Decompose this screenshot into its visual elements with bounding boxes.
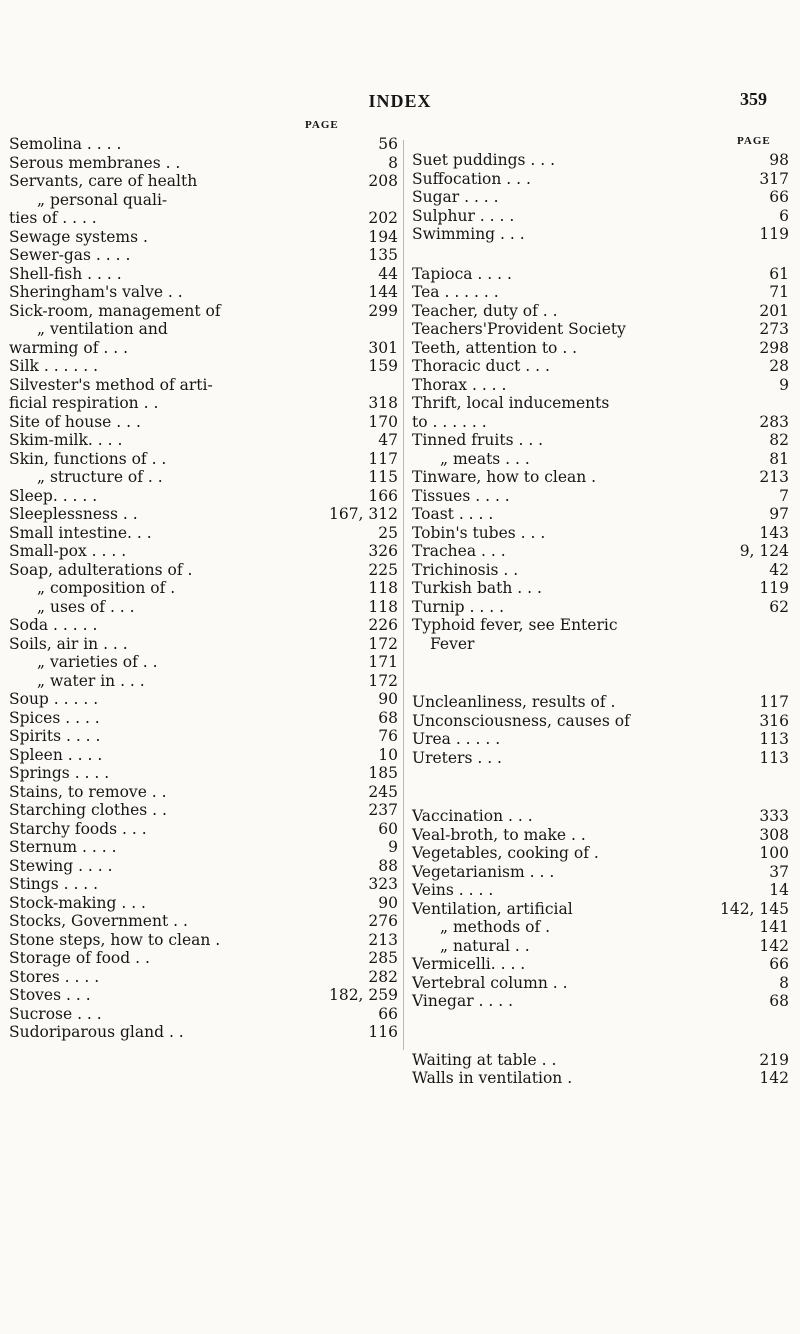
index-term: Tinware, how to clean . <box>412 468 597 486</box>
index-page-ref: 273 <box>759 320 789 338</box>
index-page-ref: 47 <box>378 431 398 449</box>
index-page-ref: 66 <box>769 955 789 973</box>
index-page-ref: 98 <box>769 151 789 169</box>
index-entry <box>9 968 398 987</box>
index-term: Trichinosis . . <box>412 560 519 579</box>
index-page-ref: 299 <box>368 301 398 320</box>
index-entry <box>9 320 398 339</box>
index-entry <box>9 579 398 598</box>
index-entry <box>412 992 789 1011</box>
index-entry <box>9 875 398 894</box>
index-entry <box>9 154 398 173</box>
index-term: Stores . . . . <box>9 967 100 986</box>
index-page-ref: 100 <box>759 844 789 862</box>
index-term: Tissues . . . . <box>412 486 510 505</box>
index-entry <box>412 730 789 749</box>
index-term: Toast . . . . <box>412 505 494 523</box>
index-entry <box>412 357 789 376</box>
index-entry <box>412 151 789 170</box>
index-entry <box>9 709 398 728</box>
index-page-ref: 237 <box>368 801 398 819</box>
index-term: Vinegar . . . . <box>412 992 514 1010</box>
index-entry <box>9 450 398 469</box>
index-entry <box>9 1023 398 1042</box>
index-page-ref: 62 <box>769 597 789 616</box>
index-page-ref: 142 <box>759 1069 789 1087</box>
index-term: Thoracic duct . . . <box>412 357 550 375</box>
index-entry <box>412 900 789 919</box>
index-term: Vegetables, cooking of . <box>412 844 599 862</box>
left-index-column <box>9 135 398 1042</box>
index-term: Stings . . . . <box>9 875 99 893</box>
index-term: Waiting at table . . <box>412 1050 557 1069</box>
index-entry <box>9 616 398 635</box>
index-entry <box>9 172 398 191</box>
index-entry <box>9 246 398 265</box>
index-term: „ methods of . <box>440 918 551 936</box>
index-term: Teachers'Provident Society <box>412 320 626 338</box>
index-term: Teeth, attention to . . <box>412 338 578 357</box>
index-entry <box>9 376 398 395</box>
index-page-ref: 61 <box>769 264 789 283</box>
index-entry <box>412 468 789 487</box>
index-entry <box>9 283 398 302</box>
index-term: Springs . . . . <box>9 764 110 782</box>
index-term: Soup . . . . . <box>9 690 99 708</box>
index-entry <box>412 918 789 937</box>
index-page-ref: 117 <box>759 693 789 711</box>
index-entry <box>9 413 398 432</box>
index-term: Skim-milk. . . . <box>9 431 123 449</box>
index-entry <box>9 635 398 654</box>
index-term: Sewer-gas . . . . <box>9 246 131 264</box>
group-spacer <box>412 653 789 693</box>
index-entry <box>9 931 398 950</box>
index-term: Vertebral column . . <box>412 973 568 992</box>
index-page-ref: 37 <box>769 862 789 881</box>
index-term: Skin, functions of . . <box>9 449 167 468</box>
index-entry <box>9 653 398 672</box>
index-term: to . . . . . . <box>412 412 487 431</box>
index-term: Fever <box>430 634 475 653</box>
index-page-ref: 25 <box>378 523 398 542</box>
index-page-ref: 219 <box>759 1050 789 1069</box>
index-term: Stoves . . . <box>9 986 91 1004</box>
index-letter-group <box>412 1051 789 1088</box>
index-page-ref: 185 <box>368 764 398 782</box>
index-entry <box>412 955 789 974</box>
index-entry <box>9 265 398 284</box>
index-entry <box>412 598 789 617</box>
index-page-ref: 283 <box>759 412 789 431</box>
index-page-ref: 282 <box>368 967 398 986</box>
index-page-ref: 201 <box>759 301 789 320</box>
index-term: Sewage systems . <box>9 227 148 246</box>
index-page-ref: 9 <box>388 838 398 856</box>
index-term: Silk . . . . . . <box>9 357 99 375</box>
index-page-ref: 6 <box>779 206 789 225</box>
index-entry <box>412 937 789 956</box>
index-entry <box>9 894 398 913</box>
index-term: Serous membranes . . <box>9 153 181 172</box>
index-entry <box>9 431 398 450</box>
index-entry <box>412 712 789 731</box>
index-entry <box>9 524 398 543</box>
index-entry <box>412 431 789 450</box>
index-entry <box>9 727 398 746</box>
index-page-ref: 60 <box>378 819 398 838</box>
index-term: ties of . . . . <box>9 209 97 227</box>
index-term: Semolina . . . . <box>9 135 122 153</box>
index-page-ref: 317 <box>759 169 789 188</box>
index-page-ref: 141 <box>759 918 789 936</box>
page-header-number: 359 <box>740 89 767 109</box>
index-term: „ structure of . . <box>37 468 163 486</box>
index-term: Ventilation, artificial <box>412 899 573 918</box>
index-page-ref: 82 <box>769 431 789 449</box>
index-page-ref: 68 <box>769 992 789 1010</box>
index-term: Servants, care of health <box>9 172 198 190</box>
index-entry <box>9 1005 398 1024</box>
index-page-ref: 166 <box>368 486 398 505</box>
index-entry <box>412 339 789 358</box>
index-entry <box>412 881 789 900</box>
index-page-ref: 208 <box>368 172 398 190</box>
index-term: Stone steps, how to clean . <box>9 930 221 949</box>
index-page-ref: 7 <box>779 486 789 505</box>
index-page-ref: 171 <box>368 653 398 671</box>
index-term: „ varieties of . . <box>37 653 158 671</box>
index-entry <box>412 505 789 524</box>
index-term: Sleep. . . . . <box>9 486 98 505</box>
index-term: Thorax . . . . <box>412 375 507 394</box>
index-page-ref: 8 <box>388 153 398 172</box>
index-term: Unconsciousness, causes of <box>412 711 630 730</box>
index-page-ref: 76 <box>378 727 398 745</box>
index-page-ref: 81 <box>769 449 789 468</box>
index-entry <box>9 191 398 210</box>
index-entry <box>412 413 789 432</box>
index-term: „ personal quali- <box>37 190 168 209</box>
index-term: Soils, air in . . . <box>9 634 128 653</box>
index-page-ref: 88 <box>378 856 398 875</box>
index-entry <box>412 524 789 543</box>
index-page-ref: 301 <box>368 338 398 357</box>
index-page-ref: 182, 259 <box>328 986 398 1004</box>
index-term: Starching clothes . . <box>9 801 167 819</box>
index-entry <box>412 749 789 768</box>
index-entry <box>9 690 398 709</box>
index-page-ref: 213 <box>368 930 398 949</box>
index-page-ref: 113 <box>759 748 789 767</box>
index-page-ref: 56 <box>378 135 398 153</box>
index-page-ref: 159 <box>368 357 398 375</box>
index-term: Soda . . . . . <box>9 616 98 634</box>
index-term: Swimming . . . <box>412 225 525 243</box>
index-page-ref: 68 <box>378 708 398 727</box>
index-page-ref: 90 <box>378 690 398 708</box>
left-column-page-label: PAGE <box>305 119 339 131</box>
index-entry <box>412 302 789 321</box>
index-page-ref: 213 <box>759 468 789 486</box>
index-term: Spirits . . . . <box>9 727 101 745</box>
index-term: Starchy foods . . . <box>9 819 147 838</box>
index-entry <box>9 542 398 561</box>
index-page-ref: 285 <box>368 949 398 967</box>
index-term: Vermicelli. . . . <box>412 955 526 973</box>
index-entry <box>9 339 398 358</box>
index-page-ref: 143 <box>759 523 789 542</box>
index-entry <box>412 376 789 395</box>
index-entry <box>9 838 398 857</box>
index-term: Sulphur . . . . <box>412 206 515 225</box>
index-term: „ water in . . . <box>37 671 145 690</box>
page-header-title: INDEX <box>368 91 432 111</box>
index-term: Suffocation . . . <box>412 169 531 188</box>
index-entry <box>9 468 398 487</box>
index-page-ref: 71 <box>769 283 789 301</box>
index-term: Tinned fruits . . . <box>412 431 544 449</box>
index-page-ref: 225 <box>368 560 398 579</box>
index-term: Site of house . . . <box>9 412 141 431</box>
index-page-ref: 44 <box>378 264 398 283</box>
index-entry <box>412 561 789 580</box>
index-entry <box>412 542 789 561</box>
index-entry <box>412 487 789 506</box>
index-term: Vegetarianism . . . <box>412 862 555 881</box>
index-term: Shell-fish . . . . <box>9 264 122 283</box>
index-page-ref: 142 <box>759 936 789 955</box>
index-entry <box>9 135 398 154</box>
index-letter-group <box>412 807 789 1011</box>
index-entry <box>412 320 789 339</box>
index-entry <box>412 693 789 712</box>
index-term: Tea . . . . . . <box>412 283 499 301</box>
index-page-ref: 326 <box>368 542 398 560</box>
index-entry <box>412 635 789 654</box>
index-page-ref: 113 <box>759 730 789 748</box>
index-entry <box>9 801 398 820</box>
index-entry <box>412 188 789 207</box>
index-letter-group <box>412 151 789 244</box>
index-entry <box>9 672 398 691</box>
index-term: Sleeplessness . . <box>9 505 138 523</box>
index-entry <box>9 986 398 1005</box>
right-index-column <box>412 151 789 1088</box>
index-term: Vaccination . . . <box>412 807 533 825</box>
index-page-ref: 118 <box>368 597 398 616</box>
index-term: Sheringham's valve . . <box>9 283 183 301</box>
index-page-ref: 298 <box>759 338 789 357</box>
index-entry <box>9 505 398 524</box>
index-page-ref: 8 <box>779 973 789 992</box>
index-page-ref: 9 <box>779 375 789 394</box>
index-term: „ natural . . <box>440 936 530 955</box>
index-term: Storage of food . . <box>9 949 150 967</box>
group-spacer <box>412 244 789 265</box>
index-term: Sugar . . . . <box>412 188 499 206</box>
index-page-ref: 66 <box>378 1004 398 1023</box>
index-entry <box>412 394 789 413</box>
group-spacer <box>412 767 789 807</box>
index-term: Stock-making . . . <box>9 893 146 912</box>
index-term: Veal-broth, to make . . <box>412 825 586 844</box>
index-entry <box>9 561 398 580</box>
index-entry <box>412 207 789 226</box>
index-page-ref: 97 <box>769 505 789 523</box>
index-page-ref: 226 <box>368 616 398 634</box>
index-term: Stains, to remove . . <box>9 782 167 801</box>
index-term: Suet puddings . . . <box>412 151 556 169</box>
index-term: Small intestine. . . <box>9 523 152 542</box>
index-entry <box>9 209 398 228</box>
index-term: Turnip . . . . <box>412 597 505 616</box>
index-term: Stocks, Government . . <box>9 912 188 930</box>
index-term: Soap, adulterations of . <box>9 560 193 579</box>
index-term: Turkish bath . . . <box>412 579 542 597</box>
column-divider <box>403 140 404 1050</box>
index-term: Veins . . . . <box>412 881 494 899</box>
index-term: Tapioca . . . . <box>412 264 512 283</box>
index-term: Teacher, duty of . . <box>412 301 558 320</box>
index-term: Sick-room, management of <box>9 301 221 320</box>
index-term: „ composition of . <box>37 579 176 597</box>
index-term: ficial respiration . . <box>9 394 159 412</box>
index-page-ref: 9, 124 <box>739 542 789 560</box>
index-entry <box>9 857 398 876</box>
index-entry <box>9 820 398 839</box>
index-page-ref: 172 <box>368 671 398 690</box>
index-entry <box>9 746 398 765</box>
index-entry <box>412 863 789 882</box>
index-page-ref: 172 <box>368 634 398 653</box>
index-page-ref: 308 <box>759 825 789 844</box>
index-term: Thrift, local inducements <box>412 394 610 412</box>
index-term: Spices . . . . <box>9 708 100 727</box>
index-entry <box>412 283 789 302</box>
index-page-ref: 116 <box>368 1023 398 1041</box>
index-entry <box>9 487 398 506</box>
right-column-page-label: PAGE <box>737 135 771 147</box>
index-page-ref: 245 <box>368 782 398 801</box>
index-entry <box>412 579 789 598</box>
index-entry <box>412 1069 789 1088</box>
index-term: Sudoriparous gland . . <box>9 1023 184 1041</box>
index-term: Typhoid fever, see Enteric <box>412 616 618 634</box>
index-term: Walls in ventilation . <box>412 1069 573 1087</box>
index-page-ref: 119 <box>759 225 789 243</box>
index-entry <box>9 764 398 783</box>
index-page-ref: 142, 145 <box>719 899 789 918</box>
index-page-ref: 276 <box>368 912 398 930</box>
index-entry <box>412 450 789 469</box>
index-term: „ meats . . . <box>440 449 530 468</box>
index-term: Uncleanliness, results of . <box>412 693 616 711</box>
index-entry <box>9 302 398 321</box>
index-term: Tobin's tubes . . . <box>412 523 546 542</box>
index-entry <box>412 974 789 993</box>
index-page-ref: 119 <box>759 579 789 597</box>
index-letter-group <box>412 265 789 654</box>
index-term: Urea . . . . . <box>412 730 501 748</box>
index-entry <box>9 783 398 802</box>
index-entry <box>412 616 789 635</box>
index-page-ref: 42 <box>769 560 789 579</box>
index-page-ref: 115 <box>368 468 398 486</box>
index-entry <box>412 170 789 189</box>
index-page-ref: 170 <box>368 412 398 431</box>
index-term: „ ventilation and <box>37 320 168 338</box>
index-entry <box>412 807 789 826</box>
index-entry <box>9 357 398 376</box>
index-page-ref: 28 <box>769 357 789 375</box>
index-term: Sucrose . . . <box>9 1004 102 1023</box>
index-page-ref: 323 <box>368 875 398 893</box>
index-page-ref: 10 <box>378 745 398 764</box>
index-entry <box>412 844 789 863</box>
index-page-ref: 202 <box>368 209 398 227</box>
index-term: „ uses of . . . <box>37 597 135 616</box>
index-entry <box>412 1051 789 1070</box>
index-term: Spleen . . . . <box>9 745 103 764</box>
index-entry <box>412 826 789 845</box>
index-page-ref: 316 <box>759 711 789 730</box>
index-entry <box>9 949 398 968</box>
index-entry <box>9 228 398 247</box>
index-term: Silvester's method of arti- <box>9 375 213 394</box>
index-page-ref: 194 <box>368 227 398 246</box>
index-term: Stewing . . . . <box>9 856 113 875</box>
index-term: Sternum . . . . <box>9 838 117 856</box>
index-page-ref: 144 <box>368 283 398 301</box>
index-term: Small-pox . . . . <box>9 542 127 560</box>
index-page-ref: 333 <box>759 807 789 825</box>
index-entry <box>9 394 398 413</box>
index-term: Trachea . . . <box>412 542 506 560</box>
index-entry <box>412 225 789 244</box>
group-spacer <box>412 1011 789 1051</box>
index-term: warming of . . . <box>9 338 129 357</box>
index-entry <box>412 265 789 284</box>
index-page-ref: 117 <box>368 449 398 468</box>
index-entry <box>9 912 398 931</box>
index-page-ref: 118 <box>368 579 398 597</box>
index-page-ref: 66 <box>769 188 789 206</box>
index-letter-group <box>412 693 789 767</box>
index-term: Ureters . . . <box>412 748 502 767</box>
index-page-ref: 14 <box>769 881 789 899</box>
index-page-ref: 318 <box>368 394 398 412</box>
index-page-ref: 90 <box>378 893 398 912</box>
index-page-ref: 167, 312 <box>328 505 398 523</box>
index-entry <box>9 598 398 617</box>
index-page-ref: 135 <box>368 246 398 264</box>
